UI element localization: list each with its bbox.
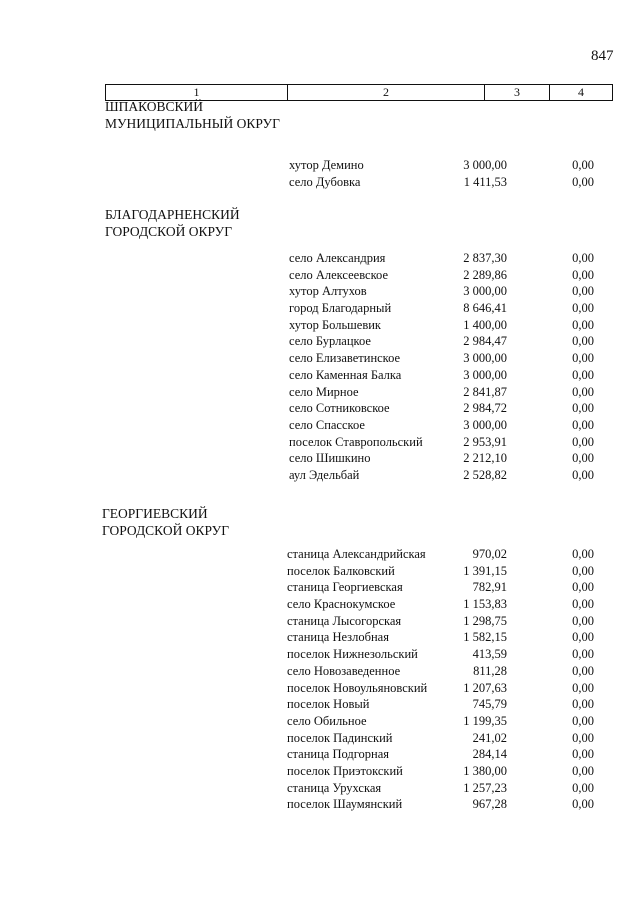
section-title-line: БЛАГОДАРНЕНСКИЙ xyxy=(105,207,240,222)
row-col3: 1 199,35 xyxy=(463,713,507,728)
table-row xyxy=(287,746,597,763)
row-col3: 2 841,87 xyxy=(463,384,507,399)
row-col4: 0,00 xyxy=(572,697,594,712)
table-row xyxy=(289,250,597,267)
table-row xyxy=(289,333,597,350)
table-row xyxy=(287,730,597,747)
row-name: хутор Алтухов xyxy=(289,284,367,299)
row-col3: 3 000,00 xyxy=(463,284,507,299)
row-name: станица Лысогорская xyxy=(287,613,402,628)
header-col-2: 2 xyxy=(288,85,485,100)
row-col3: 284,14 xyxy=(472,747,507,762)
table-row xyxy=(289,267,597,284)
row-name: поселок Новоульяновский xyxy=(287,680,428,695)
table-row xyxy=(289,367,597,384)
row-col4: 0,00 xyxy=(572,630,594,645)
row-name: станица Георгиевская xyxy=(287,580,403,595)
row-name: поселок Балковский xyxy=(287,563,395,578)
row-col4: 0,00 xyxy=(572,384,594,399)
row-col3: 2 837,30 xyxy=(463,251,507,265)
row-name: село Бурлацкое xyxy=(289,334,371,349)
row-name: село Каменная Балка xyxy=(289,367,402,382)
row-col4: 0,00 xyxy=(572,284,594,299)
row-name: поселок Нижнезольский xyxy=(287,647,418,662)
table-row xyxy=(287,763,597,780)
row-col4: 0,00 xyxy=(572,680,594,695)
table-row xyxy=(289,400,597,417)
table-row xyxy=(289,283,597,300)
header-col-3: 3 xyxy=(485,85,550,100)
row-col3: 3 000,00 xyxy=(463,351,507,366)
row-name: станица Подгорная xyxy=(287,747,390,762)
table-row xyxy=(287,646,597,663)
row-col4: 0,00 xyxy=(572,647,594,662)
row-col3: 2 289,86 xyxy=(463,267,507,282)
row-col4: 0,00 xyxy=(572,663,594,678)
row-name: село Алексеевское xyxy=(289,267,388,282)
row-col3: 1 582,15 xyxy=(463,630,507,645)
row-col4: 0,00 xyxy=(572,417,594,432)
row-name: хутор Демино xyxy=(289,158,364,172)
section-title-line: ШПАКОВСКИЙ xyxy=(105,99,204,114)
row-col3: 745,79 xyxy=(472,697,507,712)
row-name: хутор Большевик xyxy=(289,317,381,332)
table-row xyxy=(289,467,597,484)
row-col4: 0,00 xyxy=(572,763,594,778)
table-row xyxy=(287,563,597,580)
row-col3: 2 528,82 xyxy=(463,467,507,482)
row-col3: 2 984,47 xyxy=(463,334,507,349)
row-name: поселок Падинский xyxy=(287,730,393,745)
row-col4: 0,00 xyxy=(572,613,594,628)
row-col3: 241,02 xyxy=(472,730,507,745)
section-title-line: МУНИЦИПАЛЬНЫЙ ОКРУГ xyxy=(105,116,280,131)
row-col3: 3 000,00 xyxy=(463,158,507,172)
row-name: село Сотниковское xyxy=(289,401,390,416)
table-row xyxy=(287,613,597,630)
row-name: поселок Шаумянский xyxy=(287,797,403,812)
row-name: аул Эдельбай xyxy=(289,467,360,482)
section-title xyxy=(105,206,240,240)
row-col4: 0,00 xyxy=(572,797,594,812)
table-row xyxy=(289,384,597,401)
row-col4: 0,00 xyxy=(572,780,594,795)
table-row xyxy=(289,417,597,434)
row-name: село Александрия xyxy=(289,251,386,265)
section-rows xyxy=(289,157,597,190)
row-name: село Шишкино xyxy=(289,451,371,466)
row-col4: 0,00 xyxy=(572,434,594,449)
row-col4: 0,00 xyxy=(572,367,594,382)
row-name: село Спасское xyxy=(289,417,365,432)
row-col3: 413,59 xyxy=(472,647,507,662)
table-row xyxy=(287,713,597,730)
row-col4: 0,00 xyxy=(572,317,594,332)
row-col4: 0,00 xyxy=(572,467,594,482)
table-row xyxy=(289,434,597,451)
row-col3: 2 984,72 xyxy=(463,401,507,416)
row-name: город Благодарный xyxy=(289,301,392,316)
section-title xyxy=(102,505,229,539)
row-col3: 1 257,23 xyxy=(463,780,507,795)
row-col3: 1 391,15 xyxy=(463,563,507,578)
row-name: станица Александрийская xyxy=(287,547,426,561)
section-title-line: ГЕОРГИЕВСКИЙ xyxy=(102,506,208,521)
table-row xyxy=(289,317,597,334)
section-title xyxy=(105,98,280,132)
table-row xyxy=(289,450,597,467)
row-col3: 970,02 xyxy=(472,547,507,561)
row-col4: 0,00 xyxy=(572,401,594,416)
row-col4: 0,00 xyxy=(572,730,594,745)
row-col4: 0,00 xyxy=(572,267,594,282)
row-col3: 1 207,63 xyxy=(463,680,507,695)
row-col3: 2 953,91 xyxy=(463,434,507,449)
row-col3: 1 153,83 xyxy=(463,597,507,612)
section-title-line: ГОРОДСКОЙ ОКРУГ xyxy=(102,523,230,538)
row-col4: 0,00 xyxy=(572,451,594,466)
section-rows xyxy=(289,250,597,484)
table-row xyxy=(289,300,597,317)
table-row xyxy=(289,157,597,174)
row-col4: 0,00 xyxy=(572,747,594,762)
row-col3: 2 212,10 xyxy=(463,451,507,466)
row-col3: 1 380,00 xyxy=(463,763,507,778)
row-col4: 0,00 xyxy=(572,597,594,612)
table-row xyxy=(287,680,597,697)
table-row xyxy=(287,696,597,713)
row-name: поселок Ставропольский xyxy=(289,434,423,449)
row-name: поселок Приэтокский xyxy=(287,763,403,778)
row-col3: 3 000,00 xyxy=(463,367,507,382)
table-row xyxy=(287,579,597,596)
row-col4: 0,00 xyxy=(572,547,594,561)
table-row xyxy=(287,796,597,813)
row-col3: 1 411,53 xyxy=(463,174,507,189)
row-col3: 967,28 xyxy=(472,797,507,812)
row-name: село Елизаветинское xyxy=(289,351,401,366)
row-col4: 0,00 xyxy=(572,251,594,265)
row-col4: 0,00 xyxy=(572,580,594,595)
table-row xyxy=(287,596,597,613)
table-row xyxy=(289,174,597,191)
row-name: станица Урухская xyxy=(287,780,382,795)
header-col-1: 1 xyxy=(106,85,288,100)
row-col4: 0,00 xyxy=(572,158,594,172)
row-col3: 3 000,00 xyxy=(463,417,507,432)
row-name: село Краснокумское xyxy=(287,597,396,612)
row-name: село Дубовка xyxy=(289,174,361,189)
row-col4: 0,00 xyxy=(572,301,594,316)
row-name: станица Незлобная xyxy=(287,630,389,645)
table-row xyxy=(287,629,597,646)
row-col4: 0,00 xyxy=(572,563,594,578)
row-name: село Обильное xyxy=(287,713,367,728)
row-col3: 1 298,75 xyxy=(463,613,507,628)
row-col3: 8 646,41 xyxy=(463,301,507,316)
row-name: село Мирное xyxy=(289,384,359,399)
row-name: поселок Новый xyxy=(287,697,370,712)
row-col3: 1 400,00 xyxy=(463,317,507,332)
table-row xyxy=(287,780,597,797)
header-col-4: 4 xyxy=(578,85,584,99)
section-title-line: ГОРОДСКОЙ ОКРУГ xyxy=(105,224,233,239)
row-col3: 782,91 xyxy=(472,580,507,595)
table-row xyxy=(287,546,597,563)
row-col4: 0,00 xyxy=(572,174,594,189)
page-number: 847 xyxy=(591,48,614,64)
row-col4: 0,00 xyxy=(572,713,594,728)
row-col4: 0,00 xyxy=(572,334,594,349)
table-row xyxy=(289,350,597,367)
row-col3: 811,28 xyxy=(473,663,507,678)
table-row xyxy=(287,663,597,680)
row-col4: 0,00 xyxy=(572,351,594,366)
row-name: село Новозаведенное xyxy=(287,663,401,678)
section-rows xyxy=(287,546,597,813)
